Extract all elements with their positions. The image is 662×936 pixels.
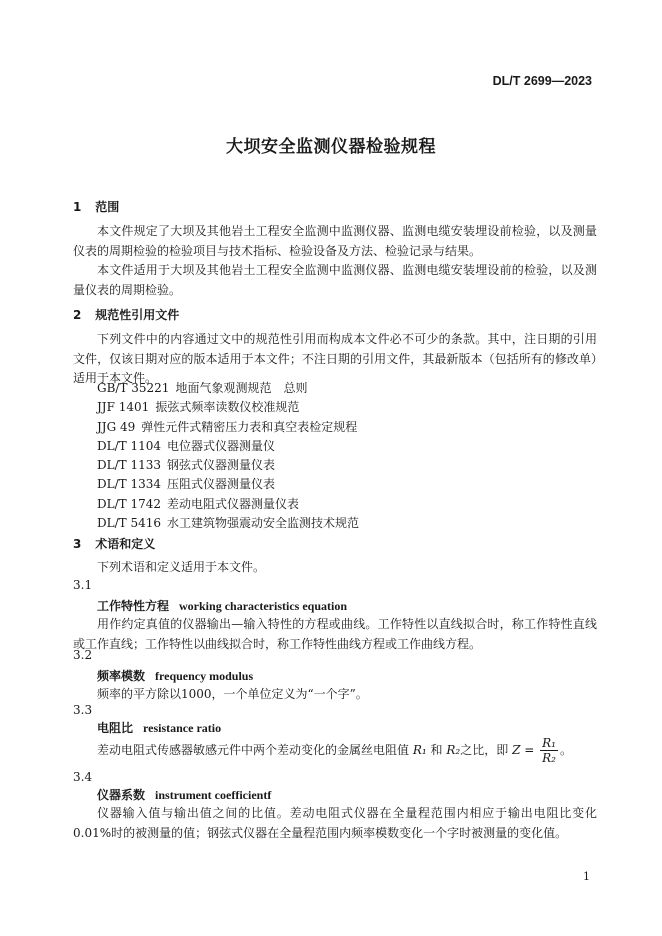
reference-code: GB/T 35221 [97,381,170,395]
references-intro-paragraph: 下列文件中的内容通过文中的规范性引用而构成本文件必不可少的条款。其中，注日期的引用文件，仅该日期对应的版本适用于本文件；不注日期的引用文件，其最新版本（包括所有的修改单）适用于本文件。 [73,332,597,385]
fraction-numerator: R₁ [542,736,556,750]
section-title: 规范性引用文件 [95,308,180,322]
reference-name: 差动电阻式仪器测量仪表 [167,496,300,511]
reference-code: DL/T 1133 [97,458,161,473]
reference-list [97,379,359,533]
formula-fraction [540,736,558,765]
reference-name: 水工建筑物强震动安全监测技术规范 [167,516,360,531]
term-en: frequency modulus [155,669,254,683]
term-zh: 频率模数 [97,669,146,683]
reference-name: 弹性元件式精密压力表和真空表检定规程 [141,419,358,434]
standard-code: DL/T 2699—2023 [492,74,592,88]
reference-item [97,398,359,417]
reference-item [97,437,359,456]
reference-name: 电位器式仪器测量仪 [167,438,276,453]
definition-text: 和 [430,743,443,757]
reference-name: 地面气象观测规范 总则 [175,381,308,395]
term-en: working characteristics equation [179,599,347,613]
reference-name: 钢弦式仪器测量仪表 [167,458,276,473]
reference-item [97,418,359,437]
definition-end: 。 [559,743,572,757]
reference-item [97,456,359,475]
scope-paragraph-1: 本文件规定了大坝及其他岩土工程安全监测中监测仪器、监测电缆安装埋设前检验，以及测量仪表的周期检验的检验项目与技术指标、检验设备及方法、检验记录与结果。 [73,224,597,258]
reference-code: JJF 1401 [97,400,150,415]
page-number: 1 [583,870,590,883]
reference-code: DL/T 1742 [97,496,161,511]
term-zh: 工作特性方程 [97,599,170,613]
scope-paragraph-2: 本文件适用于大坝及其他岩土工程安全监测中监测仪器、监测电缆安装埋设前的检验，以及测量仪表的周期检验。 [73,263,597,297]
section-3-heading [73,535,155,552]
clause-number: 3.4 [73,770,93,784]
clause-number: 3.1 [73,578,93,592]
clause-number: 3.3 [73,703,93,717]
term-definition: 仪器输入值与输出值之间的比值。差动电阻式仪器在全量程范围内相应于输出电阻比变化 0.01%时的被测量的值；钢弦式仪器在全量程范围内频率模数变化一个字时被测量的变化值。 [73,806,597,840]
terms-intro-paragraph: 下列术语和定义适用于本文件。 [97,560,266,574]
term-heading [97,597,347,614]
fraction-denominator: R₂ [542,751,556,765]
reference-item [97,379,359,398]
reference-item [97,495,359,514]
clause-number: 3.2 [73,648,93,662]
term-en: resistance ratio [143,721,222,735]
reference-code: JJG 49 [97,419,136,434]
reference-name: 压阻式仪器测量仪表 [167,477,276,492]
section-number: 2 [73,308,82,322]
term-zh: 仪器系数 [97,788,146,802]
section-number: 3 [73,537,82,551]
term-en: instrument coefficientf [155,788,272,802]
section-2-heading [73,306,179,323]
symbol-r2: R₂ [446,743,461,757]
reference-item [97,514,359,533]
reference-code: DL/T 5416 [97,516,161,531]
term-heading [97,667,253,684]
term-zh: 电阻比 [97,721,134,735]
term-definition: 频率的平方除以1000，一个单位定义为“一个字”。 [97,687,368,701]
document-title: 大坝安全监测仪器检验规程 [226,137,436,157]
term-heading [97,786,271,803]
section-title: 术语和定义 [95,537,156,551]
definition-text: 之比，即 [460,743,509,757]
reference-code: DL/T 1334 [97,477,161,492]
reference-code: DL/T 1104 [97,438,161,453]
term-heading [97,719,221,736]
reference-name: 振弦式频率读数仪校准规范 [155,400,300,415]
symbol-r1: R₁ [412,743,427,757]
term-definition: 用作约定真值的仪器输出—输入特性的方程或曲线。工作特性以直线拟合时，称工作特性直线或工作直线；工作特性以曲线拟合时，称工作特性曲线方程或工作曲线方程。 [73,617,597,651]
reference-item [97,475,359,494]
section-number: 1 [73,200,82,214]
definition-text: 差动电阻式传感器敏感元件中两个差动变化的金属丝电阻值 [97,743,410,757]
section-1-heading [73,198,119,215]
section-title: 范围 [95,200,120,214]
formula-z: Z = [512,743,535,757]
term-definition [97,736,572,765]
